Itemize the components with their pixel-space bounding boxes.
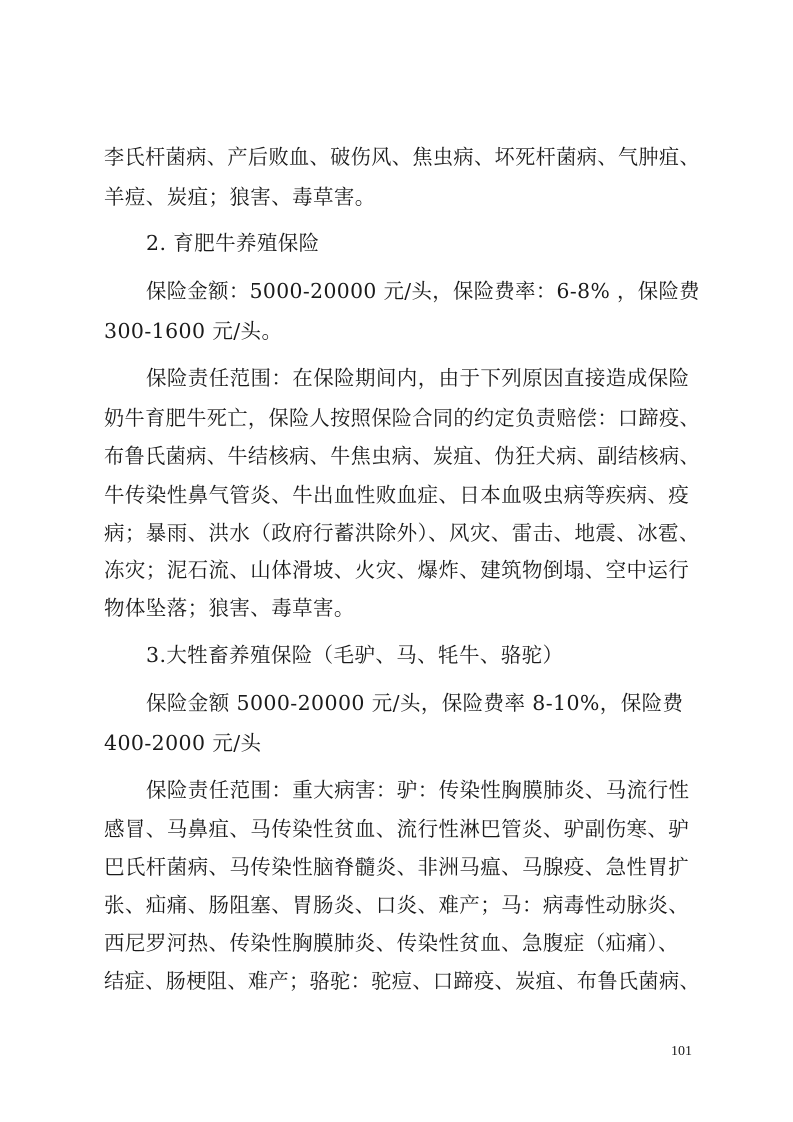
- text-line: 物体坠落；狼害、毒草害。: [104, 596, 355, 620]
- section-heading: 2. 育肥牛养殖保险: [146, 231, 320, 255]
- text-line: 保险金额：5000-20000 元/头，保险费率：6-8% ，保险费: [146, 279, 700, 303]
- text-line: 巴氏杆菌病、马传染性脑脊髓炎、非洲马瘟、马腺疫、急性胃扩: [104, 855, 690, 879]
- text-line: 西尼罗河热、传染性胸膜肺炎、传染性贫血、急腹症（疝痛）、: [104, 931, 679, 955]
- section-heading: 3.大牲畜养殖保险（毛驴、马、牦牛、骆驼）: [146, 643, 564, 667]
- text-line: 感冒、马鼻疽、马传染性贫血、流行性淋巴管炎、驴副伤寒、驴: [104, 817, 690, 841]
- text-line: 病；暴雨、洪水（政府行蓄洪除外）、风灾、雷击、地震、冰雹、: [104, 521, 700, 545]
- text-line: 布鲁氏菌病、牛结核病、牛焦虫病、炭疽、伪狂犬病、副结核病、: [104, 444, 701, 468]
- text-line: 300-1600 元/头。: [104, 319, 283, 343]
- text-line: 羊痘、炭疽；狼害、毒草害。: [104, 185, 376, 209]
- text-line: 保险责任范围：在保险期间内，由于下列原因直接造成保险: [146, 366, 690, 390]
- text-line: 保险责任范围：重大病害：驴：传染性胸膜肺炎、马流行性: [146, 778, 690, 802]
- text-line: 李氏杆菌病、产后败血、破伤风、焦虫病、坏死杆菌病、气肿疽、: [104, 145, 701, 169]
- text-line: 张、疝痛、肠阻塞、胃肠炎、口炎、难产；马：病毒性动脉炎、: [104, 893, 690, 917]
- text-line: 奶牛育肥牛死亡，保险人按照保险合同的约定负责赔偿：口蹄疫、: [104, 406, 701, 430]
- text-line: 结症、肠梗阻、难产；骆驼：驼痘、口蹄疫、炭疽、布鲁氏菌病、: [104, 969, 701, 993]
- text-line: 冻灾；泥石流、山体滑坡、火灾、爆炸、建筑物倒塌、空中运行: [104, 558, 690, 582]
- text-line: 保险金额 5000-20000 元/头，保险费率 8-10%，保险费: [146, 691, 684, 715]
- text-line: 400-2000 元/头: [104, 731, 262, 755]
- text-line: 牛传染性鼻气管炎、牛出血性败血症、日本血吸虫病等疾病、疫: [104, 483, 690, 507]
- page-number: 101: [671, 1044, 692, 1059]
